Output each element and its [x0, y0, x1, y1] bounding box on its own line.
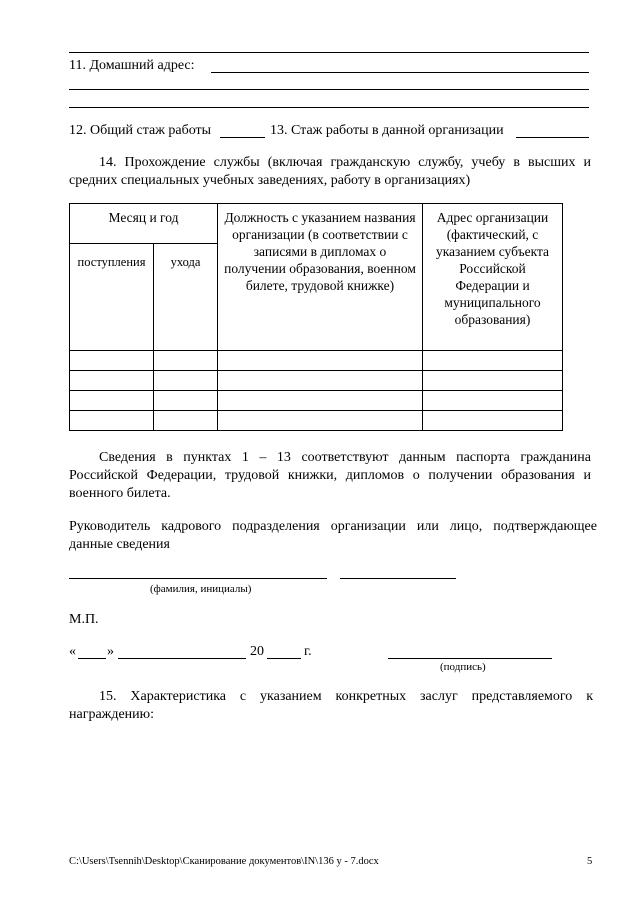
table-cell[interactable] — [218, 391, 423, 411]
table-row — [70, 391, 563, 411]
table-cell[interactable] — [423, 371, 563, 391]
table-cell[interactable] — [70, 371, 154, 391]
characteristic-paragraph: 15. Характеристика с указанием конкретных заслуг представляемого к награждению: — [69, 689, 593, 722]
home-address-line-3[interactable] — [69, 107, 589, 108]
address-header: Адрес организации (фактический, с указанием субъекта Российской Федерации и муниципального образования) — [423, 204, 563, 351]
table-cell[interactable] — [218, 411, 423, 431]
date-year-suffix: г. — [304, 644, 312, 659]
table-cell[interactable] — [218, 351, 423, 371]
signature-caption: (подпись) — [440, 661, 486, 673]
service-history-table — [69, 203, 563, 431]
home-address-label: 11. Домашний адрес: — [69, 58, 195, 73]
table-row — [70, 411, 563, 431]
table-cell[interactable] — [154, 411, 218, 431]
table-cell[interactable] — [70, 391, 154, 411]
confirmation-paragraph: Сведения в пунктах 1 – 13 соответствуют данным паспорта гражданина Российской Федерации, трудовой книжки, дипломов о получении образования и военного билета. — [69, 450, 591, 501]
hr-head-paragraph: Руководитель кадрового подразделения организации или лицо, подтверждающее данные сведения — [69, 519, 597, 552]
table-cell[interactable] — [423, 411, 563, 431]
total-experience-field[interactable] — [220, 137, 265, 138]
top-blank-line[interactable] — [69, 52, 589, 53]
date-day-field[interactable] — [78, 658, 106, 659]
table-cell[interactable] — [154, 391, 218, 411]
home-address-line-2[interactable] — [69, 89, 589, 90]
stamp-place-label: М.П. — [69, 612, 99, 627]
table-cell[interactable] — [218, 371, 423, 391]
date-year-field[interactable] — [267, 658, 301, 659]
page-number: 5 — [587, 856, 593, 867]
position-header: Должность с указанием названия организации (в соответствии с записями в дипломах о получении образования, военном билете, трудовой книжке) — [218, 204, 423, 351]
org-experience-label: 13. Стаж работы в данной организации — [270, 123, 504, 138]
table-row — [70, 371, 563, 391]
date-open-quote: « — [69, 644, 76, 659]
service-history-heading: 14. Прохождение службы (включая гражданскую службу, учебу в высших и средних специальных учебных заведениях, работу в организациях) — [69, 155, 591, 188]
short-signature-field[interactable] — [340, 578, 456, 579]
start-date-header: поступления — [70, 244, 154, 351]
date-year-prefix: 20 — [250, 644, 264, 659]
date-close-quote: » — [107, 644, 114, 659]
name-caption: (фамилия, инициалы) — [150, 583, 252, 595]
table-cell[interactable] — [70, 351, 154, 371]
table-cell[interactable] — [154, 351, 218, 371]
end-date-header: ухода — [154, 244, 218, 351]
home-address-field[interactable] — [211, 72, 589, 73]
table-cell[interactable] — [423, 351, 563, 371]
table-cell[interactable] — [423, 391, 563, 411]
total-experience-label: 12. Общий стаж работы — [69, 123, 212, 138]
table-cell[interactable] — [154, 371, 218, 391]
month-year-header: Месяц и год — [70, 204, 218, 244]
name-field[interactable] — [69, 578, 327, 579]
date-month-field[interactable] — [118, 658, 246, 659]
table-cell[interactable] — [70, 411, 154, 431]
table-row — [70, 351, 563, 371]
signature-field[interactable] — [388, 658, 552, 659]
footer-file-path: C:\Users\Tsennih\Desktop\Сканирование документов\IN\136 у - 7.docx — [69, 856, 379, 867]
org-experience-field[interactable] — [516, 137, 589, 138]
